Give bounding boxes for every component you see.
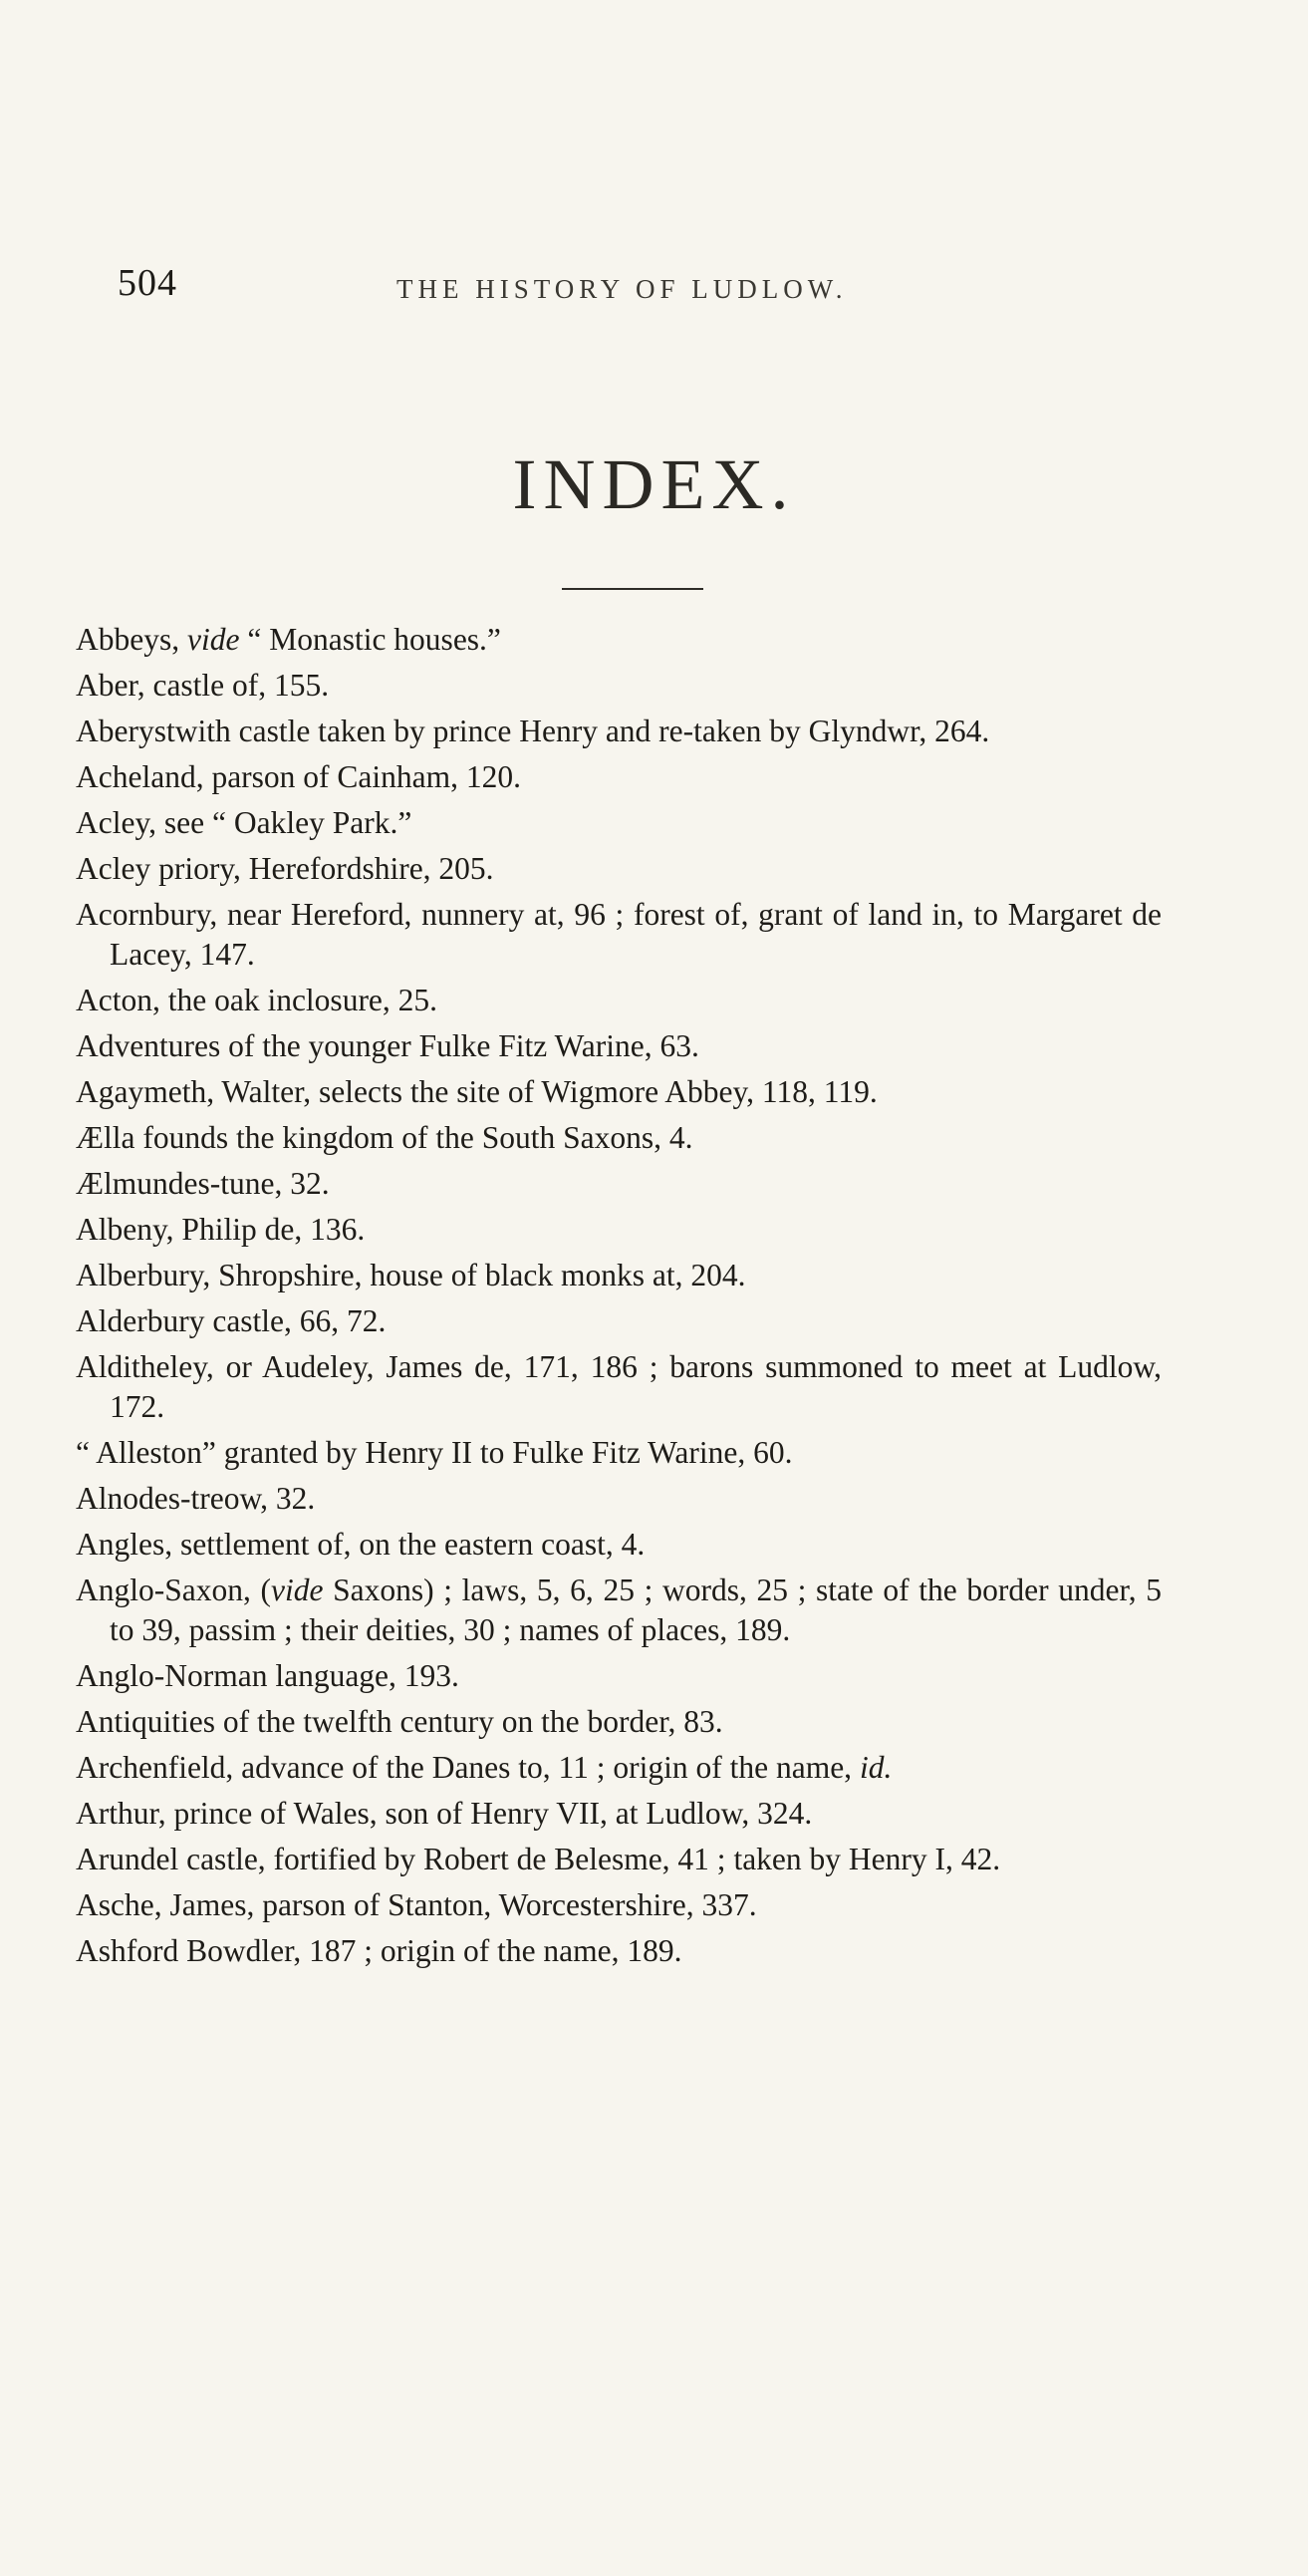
entry-text: Arundel castle, fortified by Robert de Belesme, 41 ; taken by Henry I, 42. <box>76 1842 1001 1876</box>
entry-text-continued: Saxons) ; laws, 5, 6, 25 ; words, 25 ; state of the border under, 5 to 39, passim ; their deities, 30 ; names of places, 189. <box>110 1573 1162 1647</box>
entry-text: Acheland, parson of Cainham, 120. <box>76 759 522 794</box>
index-entry <box>76 1072 1162 1112</box>
entry-italic-text: vide <box>187 622 240 657</box>
entry-text: Archenfield, advance of the Danes to, 11 ; origin of the name, <box>76 1750 860 1785</box>
page-number: 504 <box>118 262 177 304</box>
index-entry <box>76 981 1162 1020</box>
index-entry <box>76 757 1162 797</box>
index-entry <box>76 803 1162 843</box>
entry-italic-text: vide <box>271 1573 324 1607</box>
running-title: THE HISTORY OF LUDLOW. <box>396 274 848 304</box>
entry-text: Ashford Bowdler, 187 ; origin of the name, 189. <box>76 1933 682 1968</box>
title-rule <box>562 588 703 590</box>
index-entry <box>76 1571 1162 1650</box>
entry-text: Alberbury, Shropshire, house of black monks at, 204. <box>76 1258 746 1292</box>
entry-text: “ Alleston” granted by Henry II to Fulke Fitz Warine, 60. <box>76 1435 793 1470</box>
entry-text: Anglo-Saxon, ( <box>76 1573 271 1607</box>
entry-text: Acley, see “ Oakley Park.” <box>76 805 412 840</box>
entry-text: Alditheley, or Audeley, James de, 171, 186 ; barons summoned to meet at Ludlow, 172. <box>76 1349 1162 1424</box>
index-title: INDEX. <box>512 444 796 524</box>
entry-text: Alderbury castle, 66, 72. <box>76 1303 387 1338</box>
index-entry <box>76 849 1162 889</box>
entry-text: Aber, castle of, 155. <box>76 668 330 703</box>
index-entry <box>76 1164 1162 1204</box>
index-entry <box>76 1026 1162 1066</box>
entry-text: Albeny, Philip de, 136. <box>76 1212 366 1247</box>
index-entry <box>76 666 1162 706</box>
index-entry <box>76 1931 1162 1971</box>
entry-text: Alnodes-treow, 32. <box>76 1481 316 1516</box>
entry-text: Ælmundes-tune, 32. <box>76 1166 330 1201</box>
index-entry <box>76 1794 1162 1834</box>
entry-text: Anglo-Norman language, 193. <box>76 1658 459 1693</box>
entry-text-continued: “ Monastic houses.” <box>239 622 501 657</box>
index-entry <box>76 1885 1162 1925</box>
index-entry <box>76 1656 1162 1696</box>
index-entry <box>76 1433 1162 1473</box>
index-entry <box>76 1748 1162 1788</box>
entry-text: Angles, settlement of, on the eastern coast, 4. <box>76 1527 646 1562</box>
index-entry <box>76 620 1162 660</box>
entry-text: Antiquities of the twelfth century on the border, 83. <box>76 1704 723 1739</box>
index-entry <box>76 1702 1162 1742</box>
index-entry <box>76 1118 1162 1158</box>
index-entry <box>76 1256 1162 1295</box>
index-entry <box>76 712 1162 751</box>
index-entry <box>76 1347 1162 1427</box>
index-entry <box>76 1479 1162 1519</box>
entry-text: Acley priory, Herefordshire, 205. <box>76 851 494 886</box>
entry-text: Asche, James, parson of Stanton, Worcestershire, 337. <box>76 1887 757 1922</box>
index-entry <box>76 1210 1162 1250</box>
entry-text: Acton, the oak inclosure, 25. <box>76 983 438 1017</box>
entry-text: Acornbury, near Hereford, nunnery at, 96 ; forest of, grant of land in, to Margaret de Lacey, 147. <box>76 897 1162 972</box>
entry-text: Agaymeth, Walter, selects the site of Wigmore Abbey, 118, 119. <box>76 1074 878 1109</box>
entry-text: Arthur, prince of Wales, son of Henry VII, at Ludlow, 324. <box>76 1796 813 1831</box>
entry-text: Aberystwith castle taken by prince Henry and re-taken by Glyndwr, 264. <box>76 714 990 748</box>
entry-text: Adventures of the younger Fulke Fitz Warine, 63. <box>76 1028 699 1063</box>
entry-text: Ælla founds the kingdom of the South Saxons, 4. <box>76 1120 693 1155</box>
entry-text: Abbeys, <box>76 622 187 657</box>
index-entry <box>76 1525 1162 1565</box>
index-entry <box>76 895 1162 975</box>
index-entry <box>76 1840 1162 1879</box>
entry-italic-text: id. <box>859 1750 893 1785</box>
index-entries <box>76 620 1162 1977</box>
index-entry <box>76 1301 1162 1341</box>
